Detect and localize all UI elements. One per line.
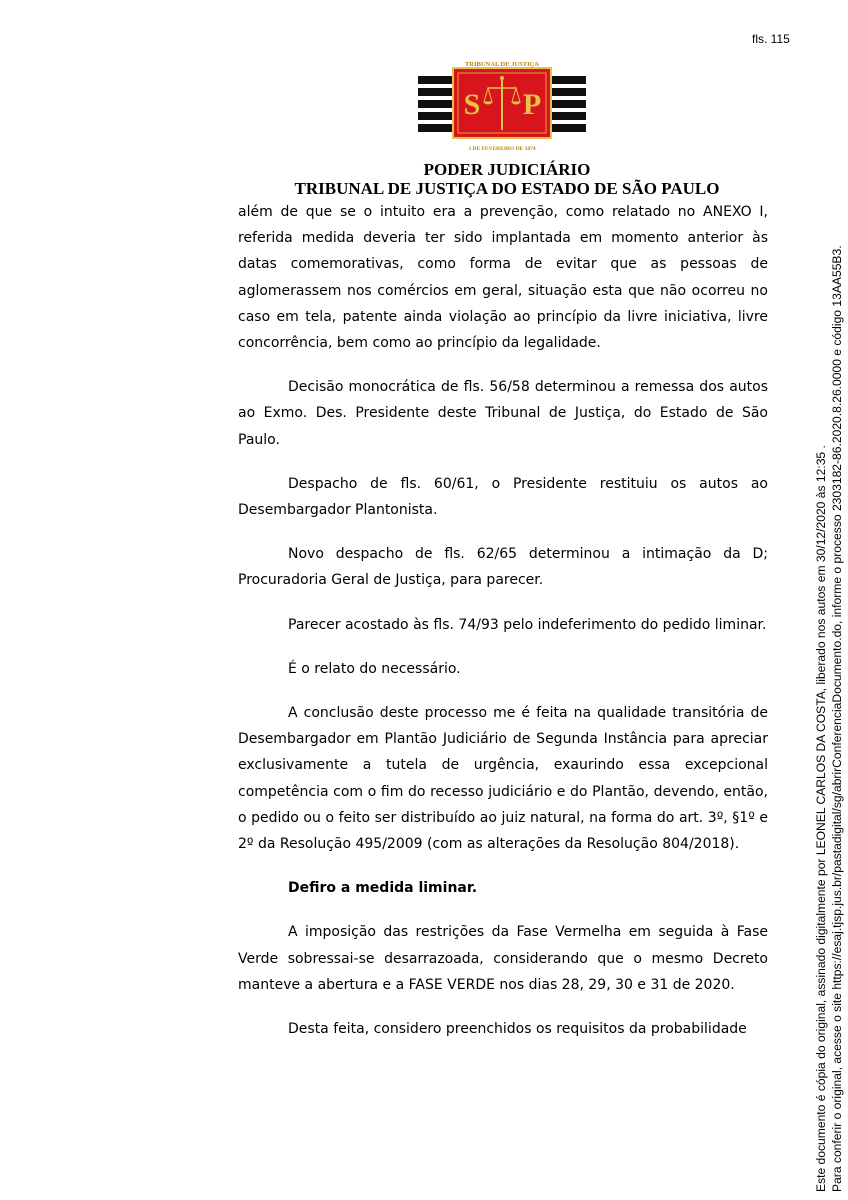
- body-paragraph: É o relato do necessário.: [288, 660, 461, 677]
- svg-text:3 DE FEVEREIRO DE 1874: 3 DE FEVEREIRO DE 1874: [468, 146, 536, 152]
- body-paragraph: Despacho de fls. 60/61, o Presidente restituiu os autos ao Desembargador Plantonista.: [238, 475, 768, 519]
- body-paragraph: Parecer acostado às fls. 74/93 pelo indeferimento do pedido liminar.: [288, 616, 767, 633]
- decision-heading: Defiro a medida liminar.: [288, 880, 478, 897]
- body-paragraph: A conclusão deste processo me é feita na qualidade transitória de Desembargador em Plantão Judiciário de Segunda Instância para apreciar exclusivamente a tutela de urgência, exaurindo essa excepcional competência com o fim do recesso judiciário e do Plantão, devendo, então, o pedido ou o feito ser distribuído ao juiz natural, na forma do art. 3º, §1º e 2º da Resolução 495/2009 (com as alterações da Resolução 804/2018).: [238, 705, 768, 853]
- digital-signature-notice: [814, 192, 845, 1192]
- body-paragraph: Novo despacho de fls. 62/65 determinou a intimação da D; Procuradoria Geral de Justiça, para parecer.: [238, 546, 768, 589]
- svg-text:TRIBUNAL DE JUSTIÇA: TRIBUNAL DE JUSTIÇA: [464, 61, 540, 68]
- body-paragraph: além de que se o intuito era a prevenção, como relatado no ANEXO I, referida medida deveria ter sido implantada em momento anterior às datas comemorativas, como forma de evitar que as pessoas de aglomerassem nos comércios em geral, situação esta que não ocorreu no caso em tela, patente ainda violação ao princípio da livre iniciativa, livre concorrência, bem como ao princípio da legalidade.: [238, 204, 768, 352]
- seal-right-letter: P: [522, 88, 542, 121]
- header-court-power: PODER JUDICIÁRIO: [423, 160, 591, 179]
- header-court-name: TRIBUNAL DE JUSTIÇA DO ESTADO DE SÃO PAULO: [294, 179, 720, 198]
- court-seal-logo: [418, 58, 586, 156]
- page-number: fls. 115: [752, 32, 790, 46]
- seal-left-letter: S: [463, 88, 481, 121]
- signature-line: Este documento é cópia do original, assinado digitalmente por LEONEL CARLOS DA COSTA, liberado nos autos em 30/12/2020 às 12:35 .: [814, 445, 828, 1192]
- body-paragraph: Desta feita, considero preenchidos os requisitos da probabilidade: [288, 1021, 747, 1038]
- body-paragraph: Decisão monocrática de fls. 56/58 determinou a remessa dos autos ao Exmo. Des. Presidente deste Tribunal de Justiça, do Estado de São Paulo.: [238, 379, 768, 448]
- document-body: [238, 199, 768, 1060]
- body-paragraph: A imposição das restrições da Fase Vermelha em seguida à Fase Verde sobressai-se desarrazoada, considerando que o mesmo Decreto manteve a abertura e a FASE VERDE nos dias 28, 29, 30 e 31 de 2020.: [238, 924, 768, 993]
- verification-line: Para conferir o original, acesse o site https://esaj.tjsp.jus.br/pastadigital/sg/abrirConferenciaDocumento.do, informe o processo 2303182-86.2020.8.26.0000 e código 13AA55B3.: [829, 245, 844, 1192]
